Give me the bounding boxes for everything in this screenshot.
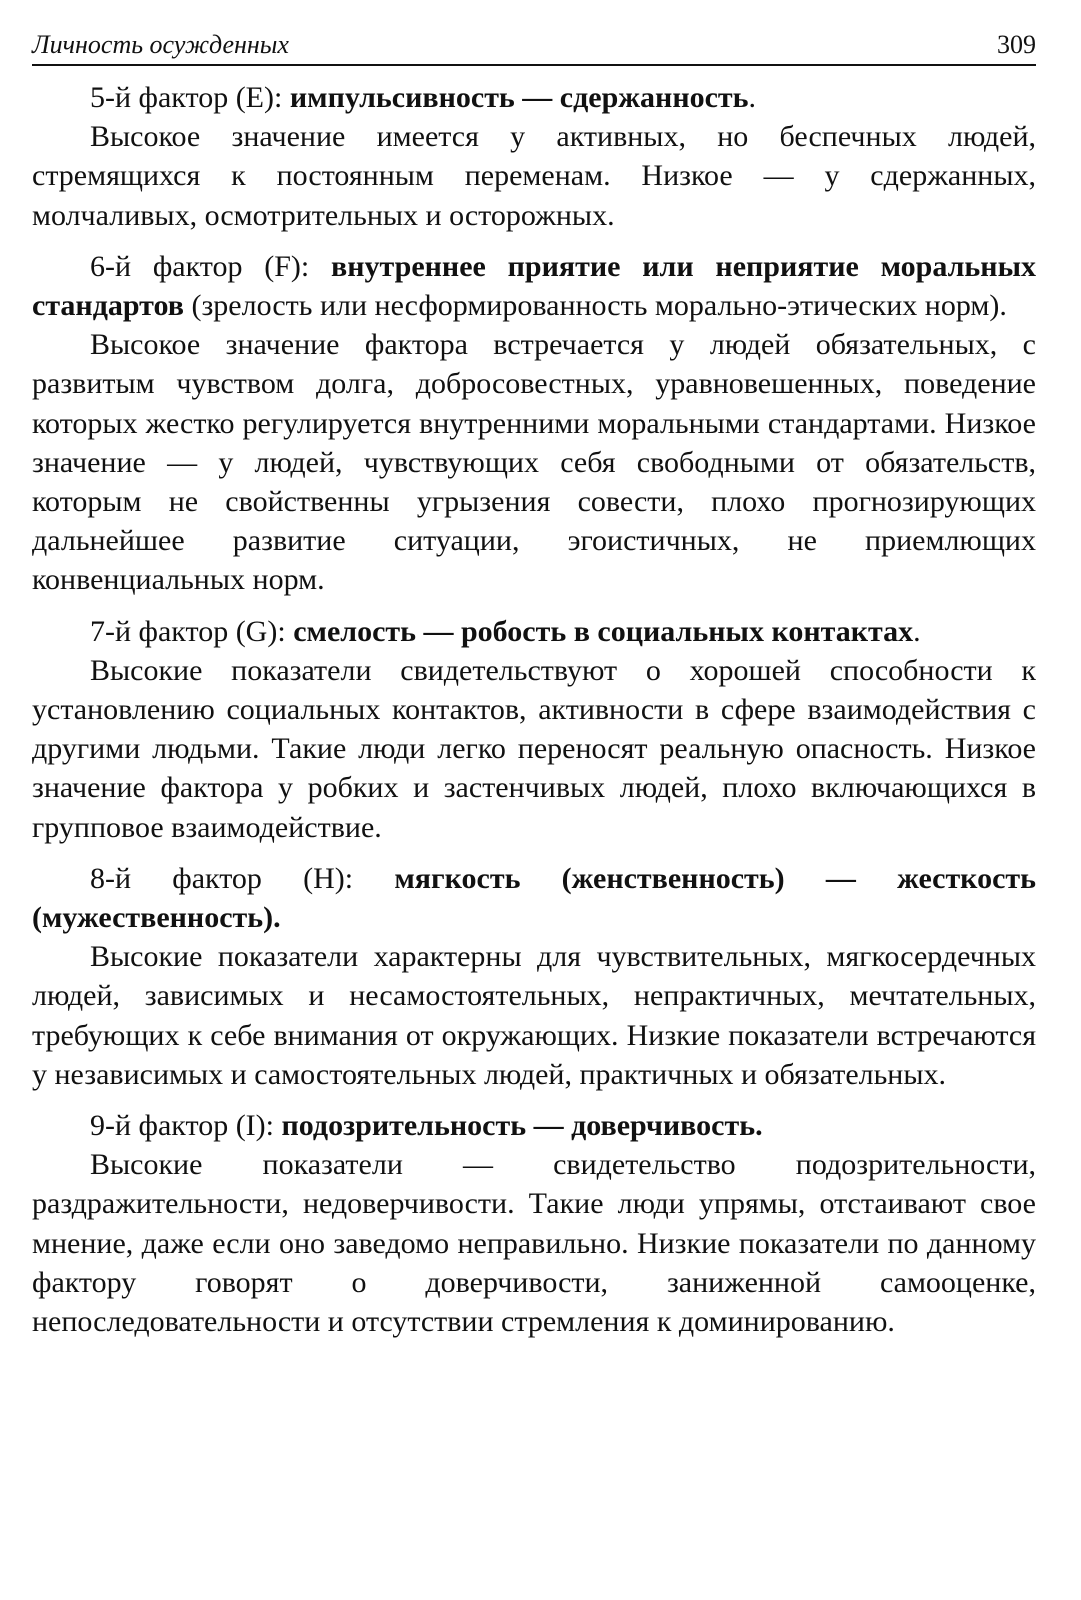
factor-label: 7-й фактор (G): (90, 614, 294, 648)
factor-section-9 (32, 1106, 1036, 1341)
factor-description: Высокие показатели свидетельствуют о хорошей способности к установлению социальных контактов, активности в сфере взаимодействия с другими людьми. Такие люди легко переносят реальную опасность. Низкое значение фактора у робких и застенчивых людей, плохо включающихся в групповое взаимодействие. (32, 653, 1036, 844)
factor-description: Высокое значение имеется у активных, но беспечных людей, стремящихся к постоянным переменам. Низкое — у сдержанных, молчаливых, осмотрительных и осторожных. (32, 120, 1036, 232)
factor-section-5 (32, 78, 1036, 235)
factor-title: смелость — робость в социальных контактах (293, 614, 914, 648)
factor-title: мягкость (женственность) — жесткость (мужественность). (32, 861, 1036, 935)
factor-label: 5-й фактор (Е): (90, 81, 290, 114)
book-page (32, 28, 1036, 1353)
factor-title-suffix: . (748, 81, 757, 114)
factor-section-6 (32, 247, 1036, 600)
page-body (32, 78, 1036, 1341)
factor-title: подозрительность — доверчивость. (281, 1109, 763, 1143)
factor-label: 8-й фактор (Н): (90, 861, 395, 895)
factor-label: 6-й фактор (F): (90, 249, 332, 283)
factor-heading (32, 859, 1036, 937)
factor-title: импульсивность — сдержанность (289, 81, 749, 114)
factor-section-8 (32, 859, 1036, 1094)
factor-title: внутреннее приятие или неприятие моральных стандартов (32, 249, 1036, 323)
factor-heading (32, 78, 1036, 117)
factor-description: Высокие показатели — свидетельство подозрительности, раздражительности, недоверчивости. Такие люди упрямы, отстаивают свое мнение, даже если оно заведомо неправильно. Низкие показатели по данному фактору говорят о доверчивости, заниженной самооценке, непоследовательности и отсутствии стремления к доминированию. (32, 1148, 1036, 1339)
factor-heading (32, 247, 1036, 325)
factor-description: Высокие показатели характерны для чувствительных, мягкосердечных людей, зависимых и несамостоятельных, непрактичных, мечтательных, требующих к себе внимания от окружающих. Низкие показатели встречаются у независимых и самостоятельных людей, практичных и обязательных. (32, 940, 1036, 1091)
page-header (32, 28, 1036, 66)
factor-label: 9-й фактор (I): (90, 1109, 282, 1143)
factor-title-suffix: (зрелость или несформированность морально-этических норм). (183, 289, 1007, 323)
factor-description: Высокое значение фактора встречается у людей обязательных, с развитым чувством долга, добросовестных, уравновешенных, поведение которых жестко регулируется внутренними моральными стандартами. Низкое значение — у людей, чувствующих себя свободными от обязательств, которым не свойственны угрызения совести, плохо прогнозирующих дальнейшее развитие ситуации, эгоистичных, не приемлющих конвенциальных норм. (32, 328, 1036, 597)
factor-heading (32, 612, 1036, 651)
page-number: 309 (997, 30, 1036, 59)
factor-section-7 (32, 612, 1036, 847)
running-title: Личность осужденных (32, 30, 289, 59)
factor-heading (32, 1106, 1036, 1145)
factor-title-suffix: . (913, 614, 921, 648)
